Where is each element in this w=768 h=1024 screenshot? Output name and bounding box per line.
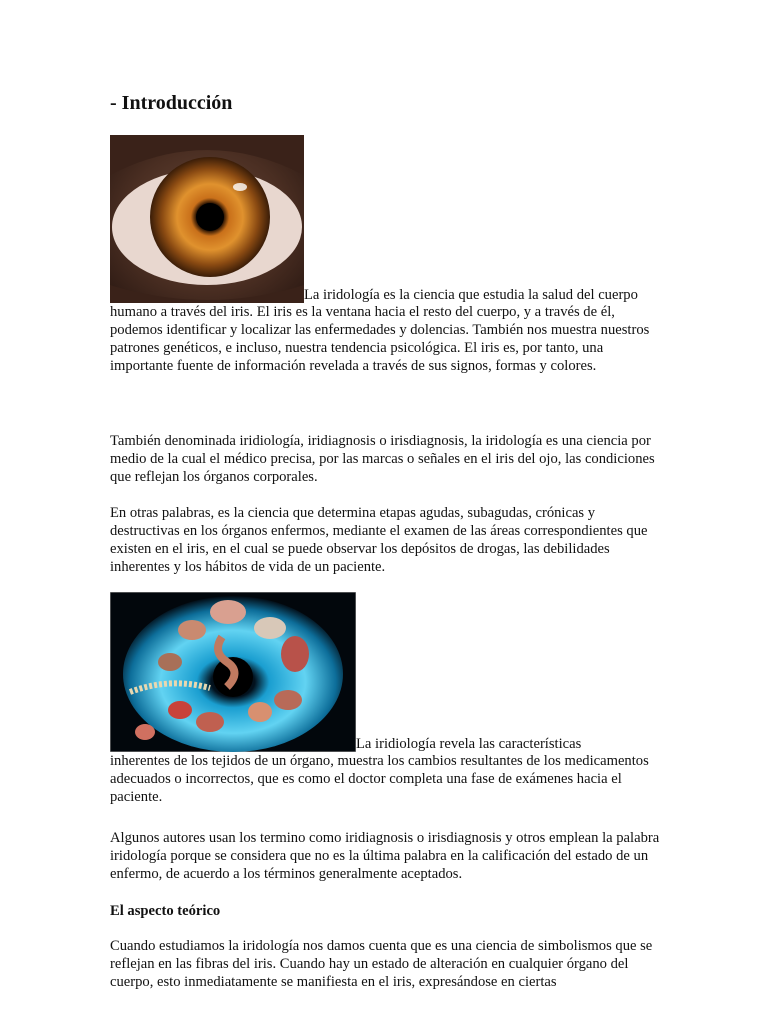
organs-rest: inherentes de los tejidos de un órgano, muestra los cambios resultantes de los medicamentos adecuados o incorrectos, que es como el doctor completa una fase de exámenes hacia el paciente. [110, 753, 649, 805]
section-heading-theoretical: El aspecto teórico [110, 903, 221, 919]
paragraph-theoretical: Cuando estudiamos la iridología nos damos cuenta que es una ciencia de simbolismos que se reflejan en las fibras del iris. Cuando hay un estado de alteración en cualquier órgano del cuerpo, esto inmediatamente se manifiesta en el iris, expresándose en ciertas [110, 938, 653, 990]
intro-first-line: La iridología es la ciencia que estudia la salud del cuerpo [304, 287, 638, 303]
organs-paragraph [110, 592, 662, 806]
page-title: - Introducción [110, 92, 233, 114]
organs-first-line: La iridiología revela las características [356, 736, 582, 752]
intro-rest: humano a través del iris. El iris es la ventana hacia el resto del cuerpo, y a través de él, podemos identificar y localizar las enfermedades y dolencias. También nos muestra nuestros patrones genéticos, e incluso, nuestra tendencia psicológica. El iris es, por tanto, una importante fuente de información revelada a través de sus signos, formas y colores. [110, 304, 650, 374]
eye-iris-photo [110, 135, 304, 303]
iris-organs-photo [110, 592, 356, 752]
paragraph-definition: También denominada iridiología, iridiagnosis o irisdiagnosis, la iridología es una ciencia por medio de la cual el médico precisa, por las marcas o señales en el iris del ojo, las condiciones que reflejan los órganos corporales. [110, 433, 655, 485]
paragraph-other-words: En otras palabras, es la ciencia que determina etapas agudas, subagudas, crónicas y destructivas en los órganos enfermos, mediante el examen de las áreas correspondientes que existen en el iris, en el cual se puede observar los depósitos de drogas, las debilidades inherentes y los hábitos de vida de un paciente. [110, 505, 648, 575]
paragraph-authors: Algunos autores usan los termino como iridiagnosis o irisdiagnosis y otros emplean la palabra iridología porque se considera que no es la última palabra en la calificación del estado de un enfermo, de acuerdo a los términos generalmente aceptados. [110, 830, 660, 882]
intro-paragraph [110, 135, 662, 375]
